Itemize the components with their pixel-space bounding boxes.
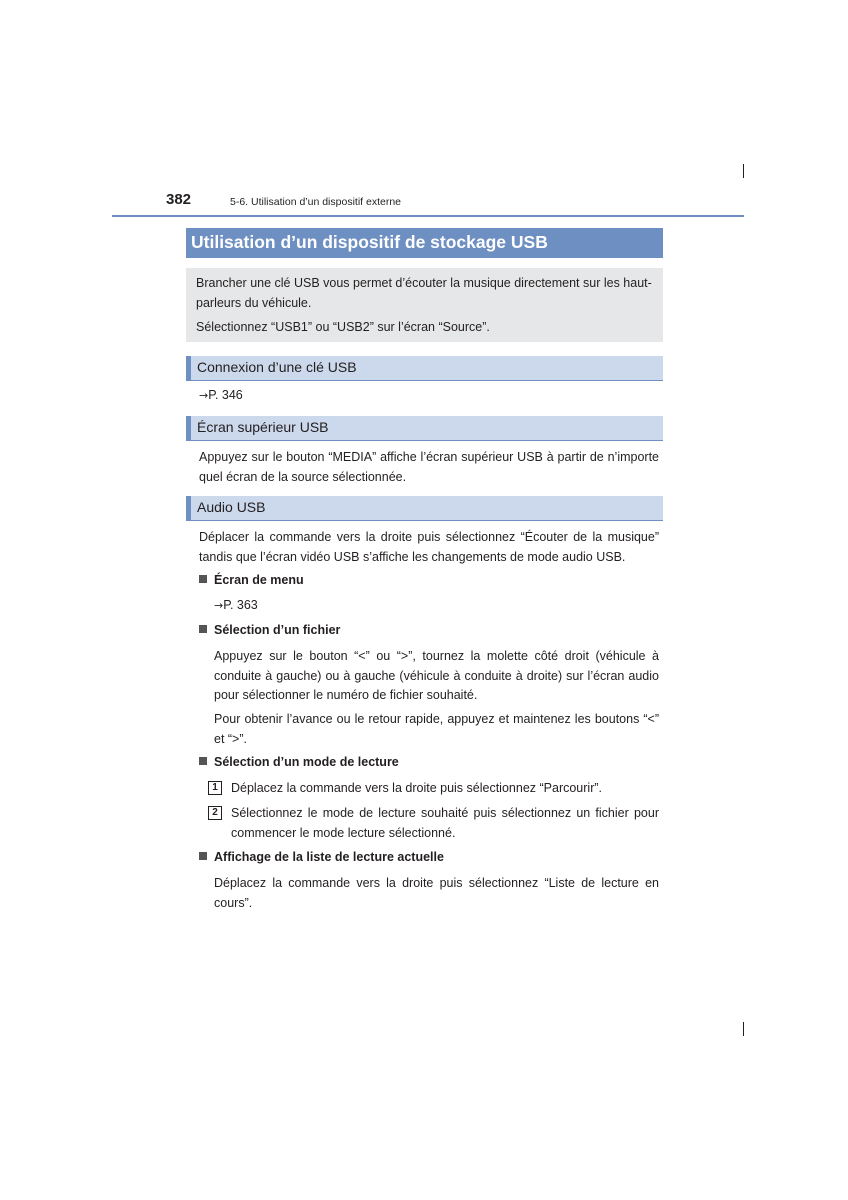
bullet-liste bbox=[199, 850, 444, 864]
intro-text: Brancher une clé USB vous permet d’écouter la musique directement sur les haut-parleurs du véhicule. bbox=[196, 276, 652, 310]
liste-text: Déplacez la commande vers la droite puis sélectionnez “Liste de lecture en cours”. bbox=[214, 876, 659, 910]
intro-box bbox=[186, 268, 663, 342]
step-1-text: Déplacez la commande vers la droite puis sélectionnez “Parcourir”. bbox=[231, 781, 602, 795]
bullet-menu bbox=[199, 573, 304, 587]
section-header-audio: Audio USB bbox=[186, 496, 663, 521]
section-path: 5-6. Utilisation d’un dispositif externe bbox=[230, 196, 402, 208]
crop-mark-bottom bbox=[743, 1022, 744, 1036]
square-bullet-icon bbox=[199, 625, 207, 633]
section-header-ecran: Écran supérieur USB bbox=[186, 416, 663, 441]
square-bullet-icon bbox=[199, 757, 207, 765]
arrow-right-icon: → bbox=[214, 599, 224, 612]
page-number: 382 bbox=[166, 191, 192, 208]
square-bullet-icon bbox=[199, 852, 207, 860]
fichier-text: Appuyez sur le bouton “<” ou “>”, tournez la molette côté droit (véhicule à conduite à gauche) ou à gauche (véhicule à conduite à droite) sur l’écran audio pour sélectionner le numéro de fichier souhaité. bbox=[214, 649, 659, 702]
page-title: Utilisation d’un dispositif de stockage USB bbox=[186, 228, 663, 258]
audio-text: Déplacer la commande vers la droite puis sélectionnez “Écouter de la musique” tandis que l’écran vidéo USB s’affiche les changements de mode audio USB. bbox=[199, 530, 659, 564]
bullet-mode bbox=[199, 755, 399, 769]
page-reference bbox=[199, 388, 243, 402]
page-reference-text: P. 346 bbox=[208, 388, 243, 402]
ecran-text: Appuyez sur le bouton “MEDIA” affiche l’écran supérieur USB à partir de n’importe quel écran de la source sélectionnée. bbox=[199, 450, 659, 484]
bullet-fichier-title: Sélection d’un fichier bbox=[214, 623, 341, 637]
bullet-liste-title: Affichage de la liste de lecture actuelle bbox=[214, 850, 444, 864]
fichier-text-2: Pour obtenir l’avance ou le retour rapide, appuyez et maintenez les boutons “<” et “>”. bbox=[214, 712, 659, 746]
crop-mark-top bbox=[743, 164, 744, 178]
bullet-fichier bbox=[199, 623, 340, 637]
step-2-text: Sélectionnez le mode de lecture souhaité puis sélectionnez un fichier pour commencer le mode lecture sélectionné. bbox=[231, 806, 659, 840]
header-rule bbox=[112, 215, 744, 217]
intro-instruction: Sélectionnez “USB1” ou “USB2” sur l’écran “Source”. bbox=[196, 320, 490, 334]
square-bullet-icon bbox=[199, 575, 207, 583]
menu-page-reference bbox=[214, 598, 258, 612]
menu-page-reference-text: P. 363 bbox=[223, 598, 258, 612]
section-header-connexion: Connexion d’une clé USB bbox=[186, 356, 663, 381]
bullet-menu-title: Écran de menu bbox=[214, 573, 304, 587]
step-number-1: 1 bbox=[208, 781, 222, 795]
arrow-right-icon: → bbox=[199, 389, 209, 402]
bullet-mode-title: Sélection d’un mode de lecture bbox=[214, 755, 399, 769]
step-number-2: 2 bbox=[208, 806, 222, 820]
